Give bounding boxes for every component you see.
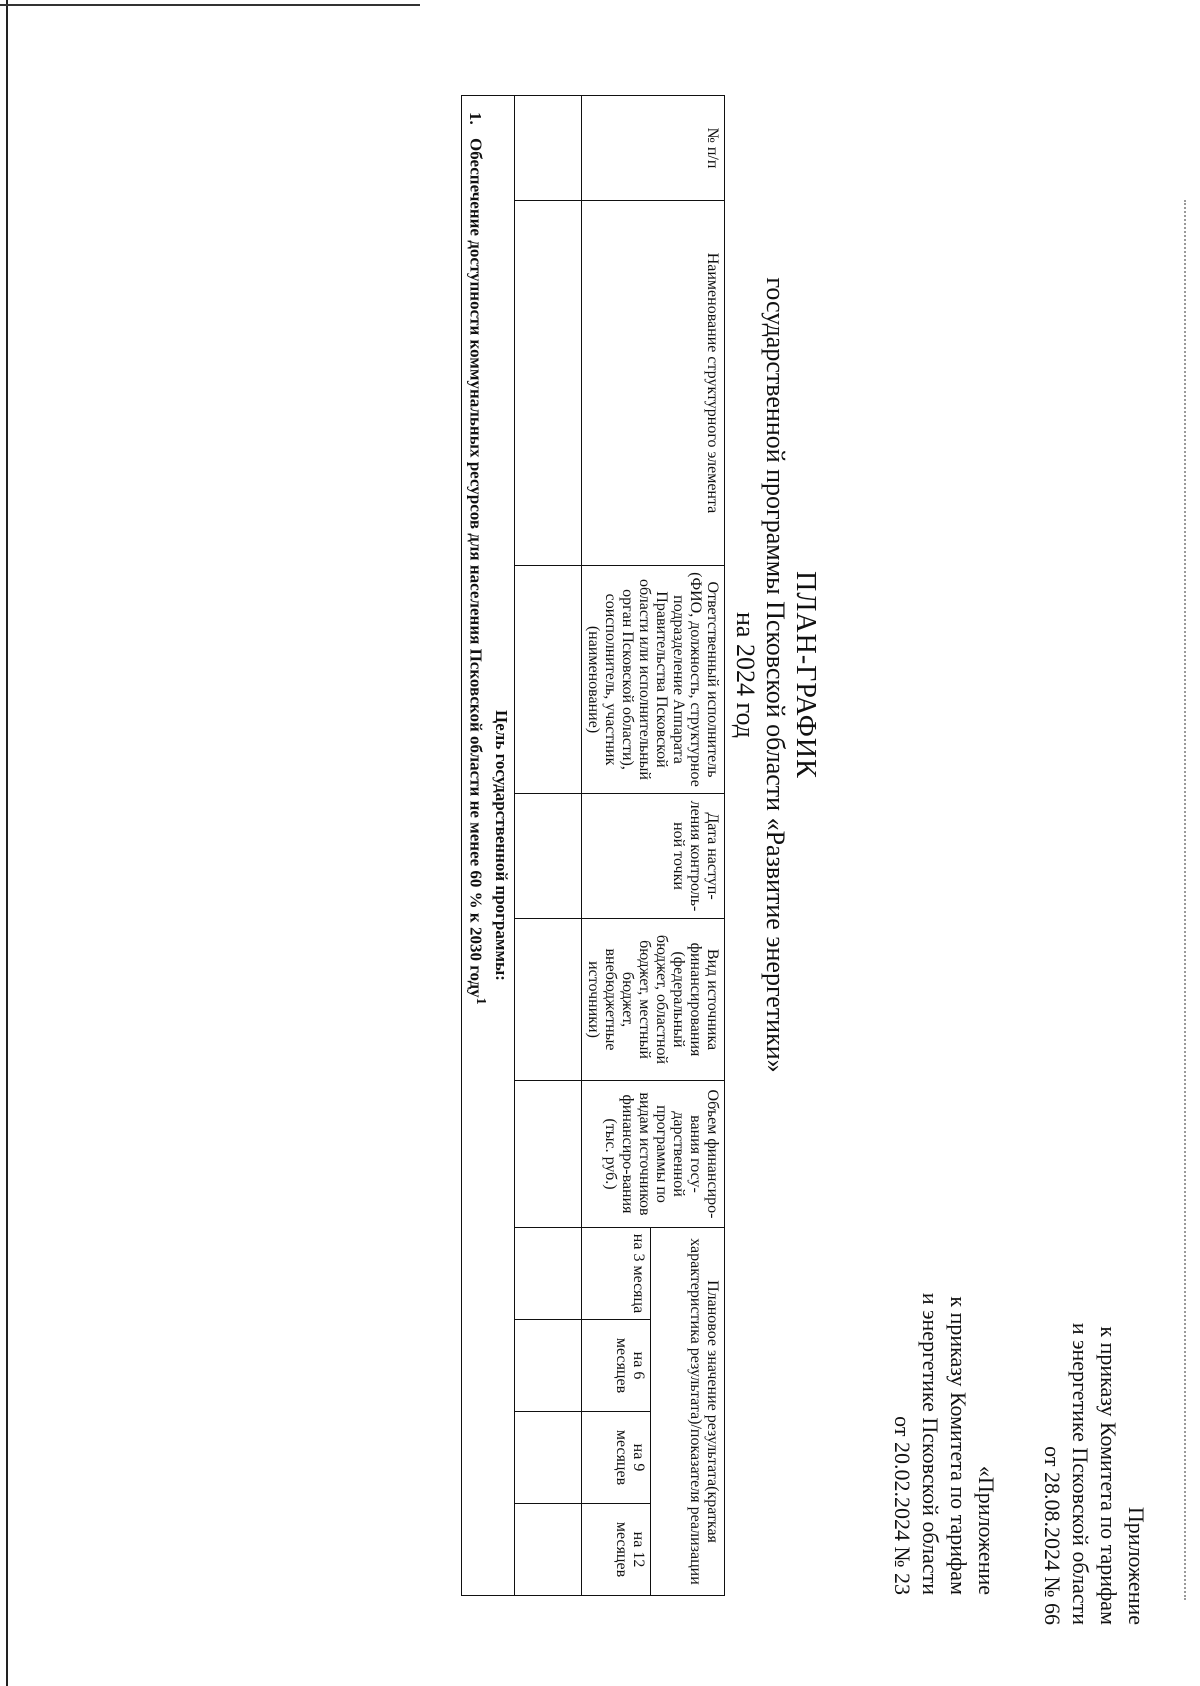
title-year: на 2024 год [731, 612, 760, 738]
rotated-page [60, 25, 1180, 1665]
appendix-current-line2: к приказу Комитета по тарифам [1096, 1326, 1121, 1625]
empty-cell [515, 96, 582, 201]
goal-item [465, 100, 491, 1591]
plan-table [461, 95, 725, 1596]
header-date: Дата наступ-ления контроль-ной точки [582, 794, 725, 919]
goal-label: Цель государственной программы: [492, 710, 511, 981]
goal-footnote: 1 [473, 997, 489, 1005]
appendix-previous-line4: от 20.02.2024 № 23 [890, 1416, 915, 1595]
appendix-current [1038, 1323, 1150, 1625]
appendix-current-line3: и энергетике Псковской области [1068, 1322, 1093, 1625]
appendix-current-line4: от 28.08.2024 № 66 [1040, 1446, 1065, 1625]
empty-cell [515, 1320, 582, 1412]
header-period-6: на 6 месяцев [582, 1320, 651, 1412]
document-title [730, 25, 820, 1325]
empty-cell [515, 1228, 582, 1320]
empty-cell [515, 201, 582, 566]
header-source: Вид источника финансирования (федеральный бюджет, областной бюджет, местный бюджет, внебюджетные источники) [582, 919, 725, 1081]
header-period-9: на 9 месяцев [582, 1412, 651, 1504]
table-row [515, 96, 582, 1596]
header-plan: Плановое значение результата(краткая характеристика результата)/показателя реализации [651, 1228, 725, 1596]
scan-edge-right [1184, 200, 1186, 1600]
header-volume: Объем финансиро-вания госу-дарственной программы по видам источников финансиро-вания (тыс. руб.) [582, 1081, 725, 1228]
header-responsible: Ответственный исполнитель (ФИО, должность, структурное подразделение Аппарата Правительства Псковской области или исполнительный орган Псковской области), соисполнитель, участник (наименование) [582, 566, 725, 794]
header-num: № п/п [582, 96, 725, 201]
appendix-previous-line3: и энергетике Псковской области [918, 1292, 943, 1595]
appendix-previous-line1: «Приложение [974, 1465, 999, 1595]
empty-cell [515, 1412, 582, 1504]
empty-cell [515, 1081, 582, 1228]
goal-number: 1. [466, 112, 486, 125]
title-main: ПЛАН-ГРАФИК [790, 571, 821, 779]
empty-cell [515, 794, 582, 919]
header-name: Наименование структурного элемента [582, 201, 725, 566]
empty-cell [515, 919, 582, 1081]
goal-text: Обеспечение доступности коммунальных ресурсов для населения Псковской области не менее 60 % к 2030 году [466, 138, 486, 998]
scan-edge-left [6, 0, 8, 1686]
title-program: государственной программы Псковской области «Развитие энергетики» [761, 277, 790, 1073]
empty-cell [515, 566, 582, 794]
appendix-previous-line2: к приказу Комитета по тарифам [946, 1296, 971, 1595]
header-period-3: на 3 месяца [582, 1228, 651, 1320]
header-period-12: на 12 месяцев [582, 1504, 651, 1596]
empty-cell [515, 1504, 582, 1596]
goal-row [462, 96, 515, 1596]
appendix-current-line1: Приложение [1124, 1506, 1149, 1625]
scan-edge-top [0, 4, 420, 6]
appendix-previous [888, 1293, 1000, 1595]
goal-cell [462, 96, 515, 1596]
